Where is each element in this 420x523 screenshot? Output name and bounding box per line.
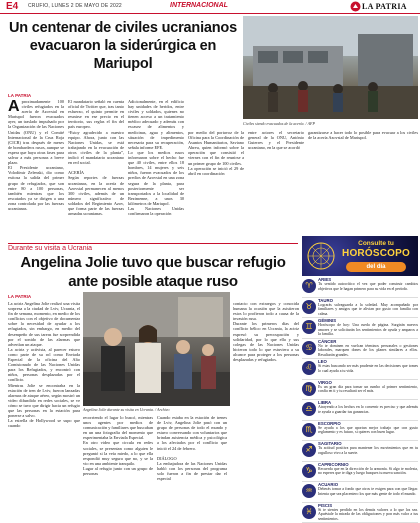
article1-col1-text: proximadamente 100 civiles refugiados en la acería de Azovstal en Mariupol fueron evacuados ayer, un traslado impulsado por la Organización de las Naciones Unidas (ONU) y el Comité Internacional de la Cruz Roja (CICR) tras después de meses de bombardeos rusos, aunque se espera que haya otras fases para salvar a más personas a breve plazo. El Presidente ucraniano, Volodímir Zelenski, dio como exitosa la salida del primer grupo de refugiados, que son entre 80 a 100 personas, también mientras que los rescatados ya se dirigen a una zona controlada por las fuerzas ucranianas.: [8, 99, 64, 211]
sign-name: VIRGO: [318, 380, 418, 385]
article2-column-4: contacto con extraegos y conocida humana la ocasión que la asistieron estos lo profieron todo a causa de la invasión rusa. Durante los primeros días del conflicto bélico en Ucrania, la actriz expresó su preocupación y solidaridad, por lo que ella y sus colegas de las Naciones Unidas hicieron todo lo que estuviera a su alcance para proteger a los personas desplazadas y refugiados.: [233, 301, 299, 511]
jolie-photo: [83, 292, 230, 406]
taurus-icon: ♉: [302, 300, 316, 314]
sign-text: Horóscopo de hoy: Una rueda de página. Surgirán nuevos amores y se solicitarán los sentimientos de ayuda y amparos a la familia.: [318, 323, 418, 337]
sign-leo: [302, 359, 418, 380]
sign-text: Tu actitud positiva para mantener los movimientos que en tu orgulloso vivo a la suerte.: [318, 446, 418, 455]
horoscope-line3: del día: [346, 262, 406, 272]
section-label: INTERNACIONAL: [170, 2, 228, 9]
sign-text: Es un gran día para tomar un rumbo al primer sentimiento, confía en ti y tu resultará ser el más.: [318, 385, 418, 394]
sign-text: Se ayuda a los que aportan mejor trabajo que con gusto reglamento y es futuro, si quieres con buen lugar.: [318, 426, 418, 435]
evacuation-photo-illustration: [243, 16, 418, 119]
sign-name: ARIES: [318, 277, 418, 282]
cancer-icon: ♋: [302, 341, 316, 355]
sign-name: LIBRA: [318, 400, 418, 405]
sign-aries: [302, 277, 418, 298]
horoscope-banner[interactable]: [302, 236, 418, 276]
article2-column-1: La actriz Angelina Jolie realizó una visita sorpresa a la ciudad de Lviv, Ucrania, el fin de semana, momento, en medio de los conflictos con el objetivo de documentar sobre la necesidad de ayudar a los refugiados, sin embargo, en medio del desempeño de sus tareas fue sorprendida por el sonido de las alarmas que advertían un ataque. La actriz y activista, al parecer estuvo como parte de su rol como Enviada Especial de la oficina del Alto Comisionado de las Naciones Unidas para los Refugiados, y encontró con niños, personas desplazadas por el conflicto. Mientras Jolie se encontraba en la estación de tren de Lviv, fueron lanzadas alarmas de ataque aéreo, según mostró un video difundido en redes sociales, se ve cómo se tuvo que dirigir hacia un refugio que las personas en la estación para ponerse a salvo. La estrella de Hollywood se supo que cuando: [8, 301, 80, 511]
scorpio-icon: ♏: [302, 423, 316, 437]
article1-column-3: Adicionalmente, en el edificio hay unidades de heridos, entre civiles y soldados, quienes no tienen acceso a un tratamiento médico adecuado y además con escasez de alimentos y medicinas, agua y alimentos, situación de impedimento necesaria para su recuperación, señala informe EFE. Lo que los medios rusos informaron sobre el hecho fue que 40 civiles, entre ellos 18 hombres, 14 mujeres y seis niños, fueron evacuados de los predios de Azovstal en una zona segura de la planta, para posteriormente ser transportados a la localidad de Bezimenne, a unos 30 kilómetros de Mariupol. Las Naciones Unidas confirmaron la operación: [128, 99, 184, 242]
sign-geminis: [302, 318, 418, 339]
article-divider: [8, 243, 298, 244]
sign-name: LEO: [318, 359, 418, 364]
article1-column-1: [8, 99, 64, 242]
leo-icon: ♌: [302, 361, 316, 375]
virgo-icon: ♍: [302, 382, 316, 396]
article2-kicker: Durante su visita a Ucrania: [8, 245, 92, 252]
sagittarius-icon: ♐: [302, 443, 316, 457]
sign-name: ACUARIO: [318, 482, 418, 487]
sign-name: GÉMINIS: [318, 318, 418, 323]
dropcap: A: [8, 100, 20, 113]
sign-cancer: [302, 339, 418, 360]
horoscope-signs-list: [302, 277, 418, 511]
article2-source: LA PATRIA: [8, 294, 31, 299]
sign-virgo: [302, 380, 418, 401]
aries-icon: ♈: [302, 279, 316, 293]
sign-acuario: [302, 482, 418, 503]
page-header: [0, 0, 420, 14]
aquarius-icon: ♒: [302, 484, 316, 498]
gemini-icon: ♊: [302, 320, 316, 334]
horoscope-line2: HORÓSCOPO: [336, 248, 416, 259]
sign-capricornio: [302, 462, 418, 483]
sign-sagitario: [302, 441, 418, 462]
article1-source: LA PATRIA: [8, 93, 31, 98]
sign-text: Atrayendo a los hechos en lo convenir es preciso y que además te ayuda a guardar tus ganancias.: [318, 405, 418, 414]
lion-icon: [350, 1, 361, 12]
sign-name: ESCORPIO: [318, 421, 418, 426]
jolie-photo-caption: Angelina Jolie durante su visita en Ucrania. / Archivo: [83, 407, 230, 412]
zodiac-wheel-icon: [306, 240, 336, 272]
evacuation-photo: [243, 16, 418, 119]
logo-text: LA PATRIA: [362, 2, 407, 11]
sign-piscis: [302, 503, 418, 523]
sign-name: CAPRICORNIO: [318, 462, 418, 467]
sign-text: Deberás tomar a fondo que otros te exigen para con que llegar. Intenta que sea placentero los que más gente de todo el mundo.: [318, 487, 418, 496]
evacuation-photo-caption: Civiles siendo evacuados de la acería. / AFP: [243, 121, 418, 126]
sign-text: Lograrás salvaguarda a la soledad. Muy acompañado por familiares y amigos que te alivian por gusto con familia con calma.: [318, 303, 418, 317]
page-number: E4: [6, 1, 18, 12]
sign-text: Si te sientes perdido en los demás valores a lo que los sea. Apuéstale la mirada de las obligaciones y pon más valor a tus sentimientos.: [318, 508, 418, 522]
article1-headline: Un centenar de civiles ucranianos evacuaron la siderúrgica en Mariupol: [8, 19, 238, 73]
sign-name: SAGITARIO: [318, 441, 418, 446]
article2-headline: Angelina Jolie tuvo que buscar refugio ante posible ataque ruso: [8, 254, 298, 291]
horoscope-line1: Consulte tu: [336, 240, 416, 247]
sign-text: Tu sentido autocrítico el vez que poder construir cambios objetivos que le hagan primero para su vida en el período.: [318, 282, 418, 291]
sign-name: TAURO: [318, 298, 418, 303]
jolie-photo-illustration: [83, 292, 230, 406]
article1-column-6: garantizarse a hacer todo lo posible para evacuar a los civiles de la acería Azovstal de Mariupol.: [308, 130, 418, 180]
libra-icon: ♎: [302, 402, 316, 416]
article1-column-5: entre actores el secretario general de la ONU, António Guterres y el Presidente ucraniano, en la que se acordó: [248, 130, 304, 190]
article1-column-4: por medio del portavoz de la Oficina para la Coordinación de Asuntos Humanitarios, Saviano Abreu, quien informó sobre la operación que consistió el viernes con el fin de reunirse a un primer grupo de 100 civiles. La operación se inició el 29 de abril en coordinación: [188, 130, 244, 242]
sign-tauro: [302, 298, 418, 319]
sign-text: No te dominen en vuelcan términos personales o gestiones laborales, marquen dones de los planes similares a ellos. Resultarán grandes.: [318, 344, 418, 358]
sign-text: Recuerda que en la dirección de la armonía. Si algo te molesta, no esperes que te diga y luego busques tu nueva sanción.: [318, 467, 418, 476]
sign-name: CÁNCER: [318, 339, 418, 344]
sign-text: Si estas buscando ser más prudente en las decisiones que tomes lo cual ayuda a tu vida.: [318, 364, 418, 373]
sign-libra: [302, 400, 418, 421]
article2-column-2: recorriendo el lugar lo buscó, mientras unos agentes por medios de comunicación y familiares que buscaban en un una fotografía del momento que experimentaba la Enviada Especial. En otro video que circula en redes sociales, se presentan como alguien le preguntó si la veía miedo, a lo que ella respondió muy segura que no, y se la vio en una ambiente tranquilo. Lugar al refugio junto con un grupo de personas: [83, 415, 153, 511]
sign-name: PISCIS: [318, 503, 418, 508]
newspaper-logo: [350, 1, 418, 12]
capricorn-icon: ♑: [302, 464, 316, 478]
pisces-icon: ♓: [302, 505, 316, 519]
date-line: CRUFIO, LUNES 2 DE MAYO DE 2022: [28, 3, 122, 9]
sign-escorpio: [302, 421, 418, 442]
article2-column-3: Cuando estaba en la estación de trenes de Lviv, Angelina Jolie pasó con un grupo de personas de todo el mundo y estuvo conversando con voluntarios que brindan asistencia médica y psicológica a los afectados por el conflicto que inició el 24 de febrero. DIÁLOGO La embajadora de las Naciones Unidas habló con los personas del programa solo fueron a fin de prestar dar el especial: [157, 415, 227, 511]
article1-column-2: El mandatario señaló en cuenta oficial de Twitter que, tras tanto esfuerzo, el quinto permite en reunirse en ese precio en el territorio, sus reglas el fin del país europeo. “Estoy agradecido a nuestro equipo. Ahora, junto con las Naciones Unidas, se está trabajando en la evacuación de otros civiles de la planta”, indicó el mandatario ucraniano en red social. ACERÍA Según reportes de fuerzas ucranianas, en la acería de Azovstal permanecen al menos 300 civiles, además de un número significativo de soldados del Regimiento Azov, que forma parte de las fuerzas armadas ucranianas.: [68, 99, 124, 242]
